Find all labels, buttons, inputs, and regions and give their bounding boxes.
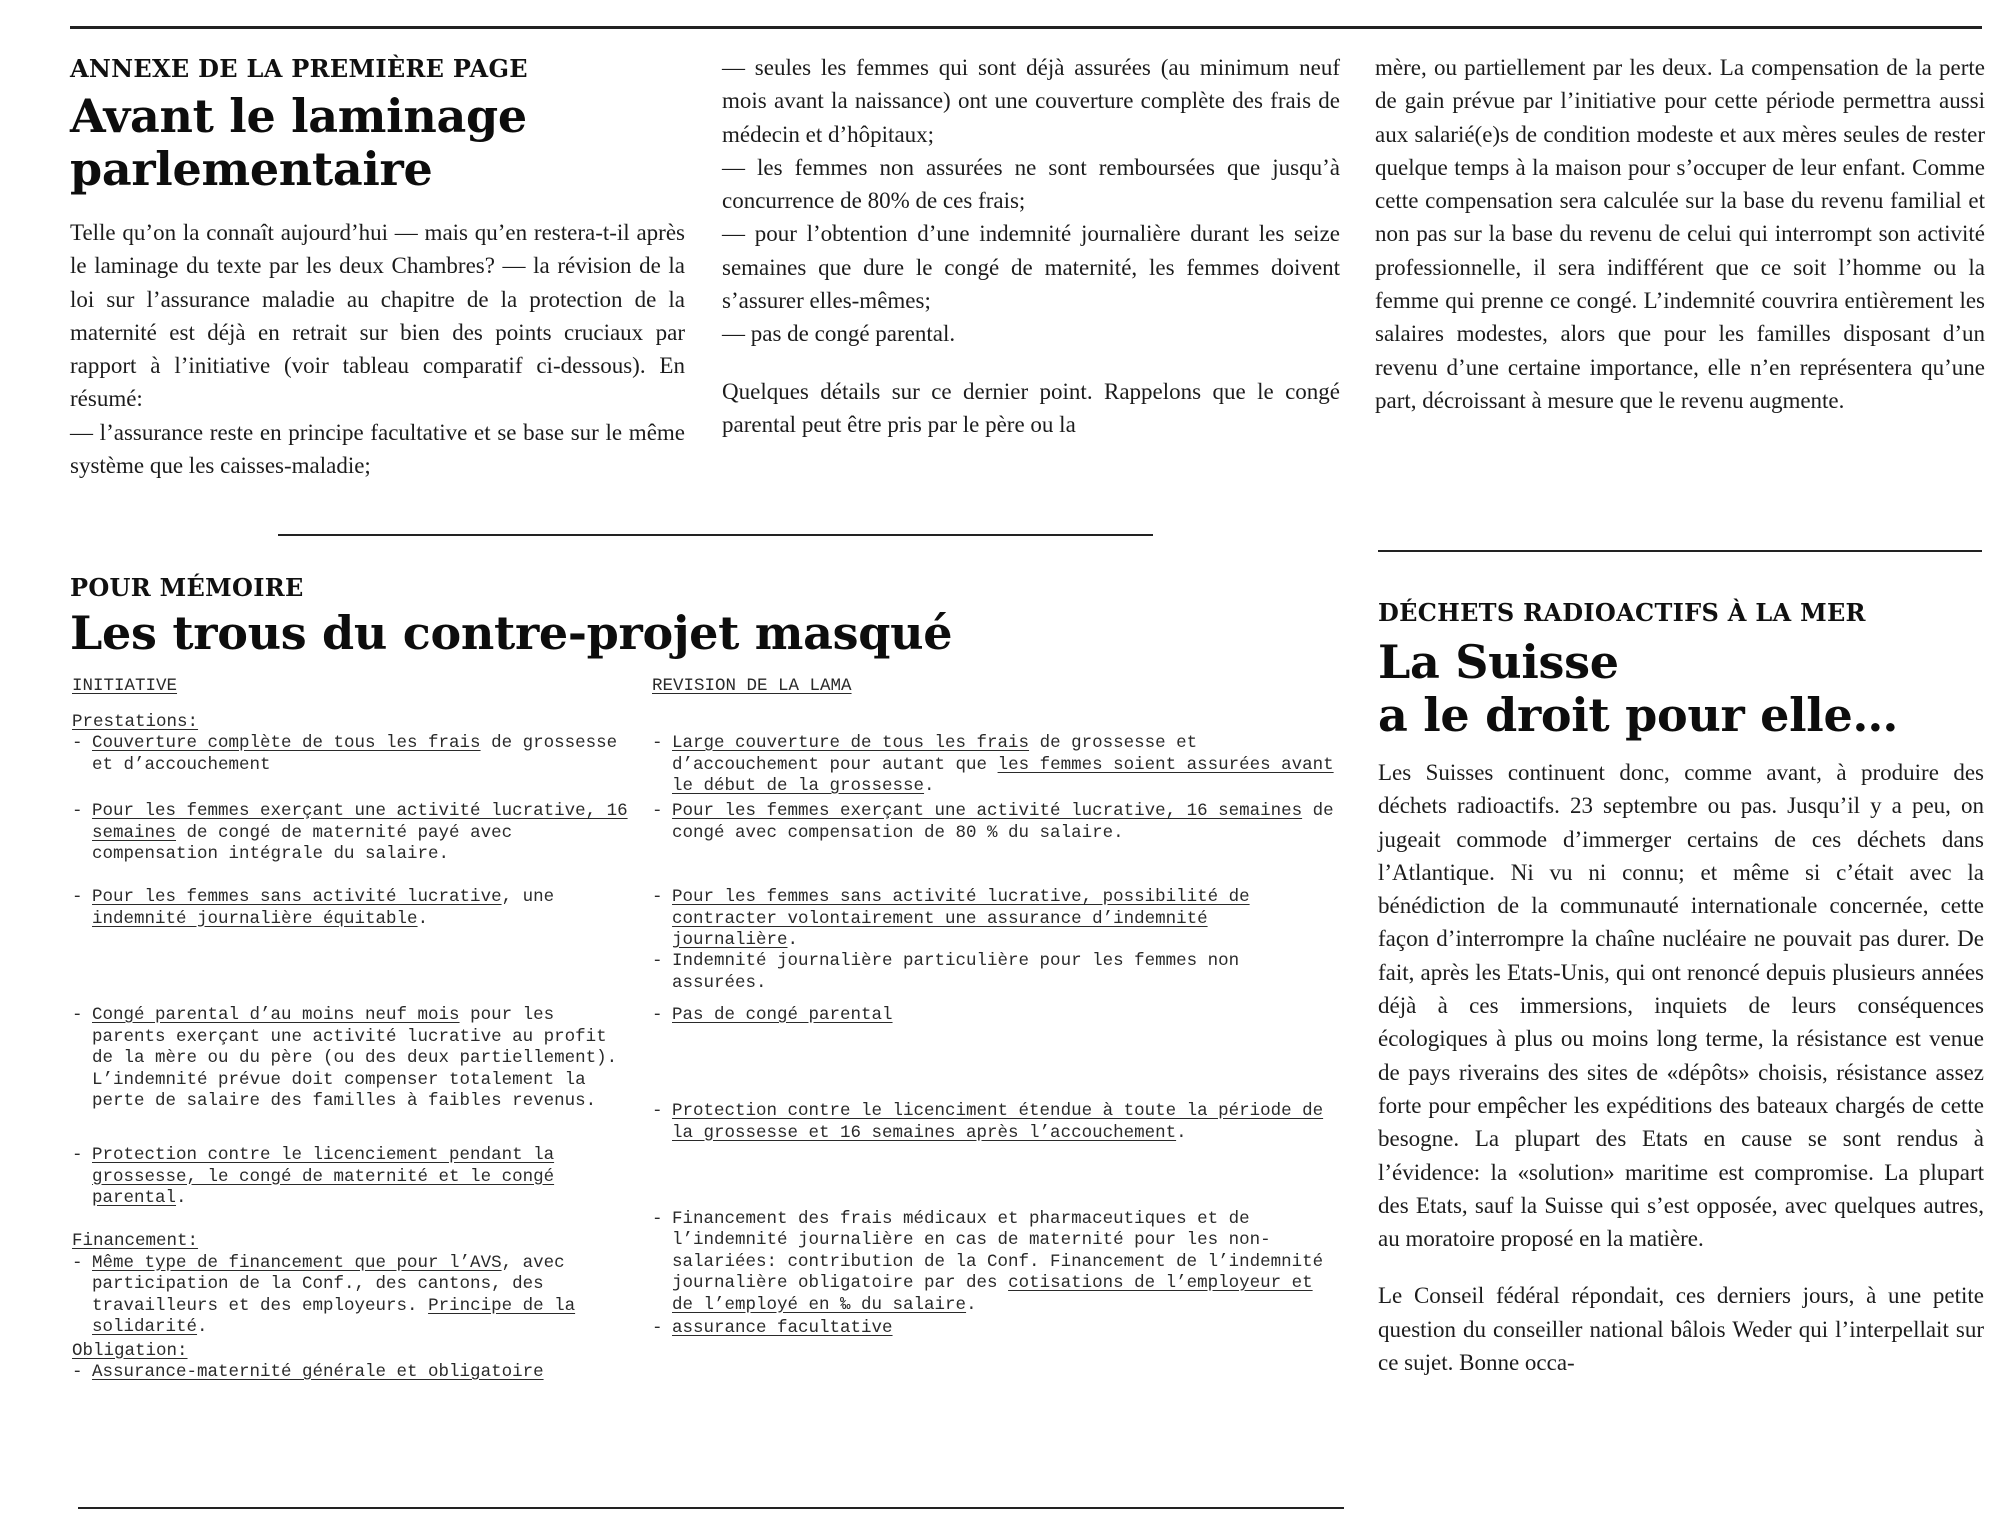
article1-bottom-rule: [278, 534, 1153, 536]
financement-label: Financement:: [72, 1231, 199, 1251]
article1-col2-paragraph: Quelques détails sur ce dernier point. Rappelons que le congé parental peut être pris par le père ou la: [722, 378, 1340, 437]
obligation-label: Obligation:: [72, 1340, 188, 1361]
article1-col1-item: — l’assurance reste en principe facultative et se base sur le même système que les caisses-maladie;: [70, 419, 685, 479]
article1-col3-paragraph: mère, ou partiellement par les deux. La compensation de la perte de gain prévue par l’initiative pour cette période permettra aussi aux salarié(e)s de condition modeste et aux mères seules de rester quelque temps à la maison pour s’occuper de leur enfant. Comme cette compensation sera calculée sur la base du revenu familial et non pas sur la base du revenu de celui qui interrompt son activité professionnelle, il sera indifférent que ce soit l’homme ou la femme qui prenne ce congé. L’indemnité couvrira entièrement les salaires modestes, alors que pour les familles disposant d’un revenu d’une certaine importance, elle n’en représentera qu’une part, décroissant à mesure que le revenu augmente.: [1375, 55, 1985, 413]
initiative-item: - Pour les femmes sans activité lucrative, une indemnité journalière équitable.: [72, 887, 555, 929]
article3-paragraph: Le Conseil fédéral répondait, ces derniers jours, à une petite question du conseiller national bâlois Weder qui l’interpellait sur ce sujet. Bonne occa-: [1378, 1283, 1984, 1376]
article1-column2: [722, 51, 1340, 441]
revision-item: - Financement des frais médicaux et pharmaceutiques et de l’indemnité journalière en cas de maternité pour les non-salariées: contribution de la Conf. Financement de l’indemnité journalière obligatoire par des cotisations de l’employeur et de l’employé en ‰ du salaire.: [652, 1208, 1324, 1315]
article2-kicker: POUR MÉMOIRE: [70, 573, 304, 602]
revision-item: - assurance facultative: [652, 1318, 893, 1338]
revision-item: - Large couverture de tous les frais de grossesse et d’accouchement pour autant que les femmes soient assurées avant le début de la grossesse.: [652, 733, 1334, 796]
initiative-item: - Protection contre le licenciement pendant la grossesse, le congé de maternité et le congé parental.: [72, 1145, 555, 1208]
initiative-item: - Couverture complète de tous les frais de grossesse et d’accouchement: [72, 733, 618, 775]
article3-title: [1378, 636, 1982, 742]
article1-kicker: ANNEXE DE LA PREMIÈRE PAGE: [70, 54, 528, 83]
article3-title-line2: a le droit pour elle…: [1378, 688, 1899, 742]
revision-item: - Pour les femmes exerçant une activité lucrative, 16 semaines de congé avec compensation de 80 % du salaire.: [652, 801, 1334, 843]
revision-item: - Indemnité journalière particulière pour les femmes non assurées.: [652, 951, 1240, 993]
article1-col2-item: — pas de congé parental.: [722, 321, 956, 347]
article1-col2-item: — seules les femmes qui sont déjà assurées (au minimum neuf mois avant la naissance) ont une couverture complète des frais de médecin et d’hôpitaux;: [722, 55, 1340, 147]
revision-item: - Pas de congé parental: [652, 1005, 893, 1025]
article1-col2-item: — pour l’obtention d’une indemnité journalière durant les seize semaines que dure le congé de maternité, les femmes doivent s’assurer elles-mêmes;: [722, 221, 1340, 314]
article1-col2-item: — les femmes non assurées ne sont remboursées que jusqu’à concurrence de 80% de ces frais;: [722, 154, 1340, 214]
revision-item: - Pour les femmes sans activité lucrative, possibilité de contracter volontairement une assurance d’indemnité journalière.: [652, 887, 1250, 950]
revision-item: - Protection contre le licenciment étendue à toute la période de la grossesse et 16 semaines après l’accouchement.: [652, 1101, 1324, 1143]
article3-kicker: DÉCHETS RADIOACTIFS À LA MER: [1378, 598, 1866, 627]
initiative-item: - Même type de financement que pour l’AVS, avec participation de la Conf., des cantons, des travailleurs et des employeurs. Principe de la solidarité.: [72, 1252, 576, 1337]
revision-column: [652, 676, 1342, 1340]
initiative-item: - Congé parental d’au moins neuf mois pour les parents exerçant une activité lucrative au profit de la mère ou du père (ou des deux partiellement). L’indemnité prévue doit compenser totalement la perte de salaire des familles à faibles revenus.: [72, 1005, 618, 1111]
article3-top-rule: [1378, 550, 1982, 552]
top-rule: [70, 26, 1982, 29]
article1-col1-paragraph: Telle qu’on la connaît aujourd’hui — mais qu’en restera-t-il après le laminage du texte par les deux Chambres? — la révision de la loi sur l’assurance maladie au chapitre de la protection de la maternité est déjà en retrait sur bien des points cruciaux par rapport à l’initiative (voir tableau comparatif ci-dessous). En résumé:: [70, 220, 685, 412]
initiative-item: - Pour les femmes exerçant une activité lucrative, 16 semaines de congé de maternité payé avec compensation intégrale du salaire.: [72, 801, 628, 864]
initiative-item: - Assurance-maternité générale et obligatoire: [72, 1362, 544, 1382]
initiative-column: [72, 676, 632, 1384]
prestations-label: Prestations:: [72, 711, 199, 732]
article2-bottom-rule: [78, 1507, 1344, 1509]
article1-column3: [1375, 51, 1985, 417]
article1-column1: [70, 216, 685, 482]
article2-title: Les trous du contre-projet masqué: [70, 606, 953, 660]
article1-title-line1: Avant le laminage: [70, 89, 527, 143]
article3-title-line1: La Suisse: [1378, 635, 1619, 689]
article1-title: [70, 90, 690, 196]
article1-title-line2: parlementaire: [70, 142, 433, 196]
initiative-column-header: INITIATIVE: [72, 676, 178, 696]
revision-column-header: REVISION DE LA LAMA: [652, 676, 852, 696]
article3-body: [1378, 756, 1984, 1379]
article3-paragraph: Les Suisses continuent donc, comme avant, à produire des déchets radioactifs. 23 septembre ou pas. Jusqu’il y a peu, on jugeait commode d’immerger certains de ces déchets dans l’Atlantique. Ni vu ni connu; et même si c’était avec la bénédiction de la communauté internationale concernée, cette façon d’interrompre la chaîne nucléaire ne pouvait pas durer. De fait, après les Etats-Unis, qui ont renoncé depuis plusieurs années déjà à ces immersions, inquiets de leurs conséquences écologiques à plus ou moins long terme, la résistance est venue de pays riverains des sites de «dépôts» choisis, résistance assez forte pour empêcher les expéditions des bateaux chargés de cette besogne. La plupart des Etats en cause se sont rendus à l’évidence: la «solution» maritime est compromise. La plupart des Etats, sauf la Suisse qui s’est opposée, avec quelques autres, au moratoire proposé en la matière.: [1378, 760, 1984, 1252]
